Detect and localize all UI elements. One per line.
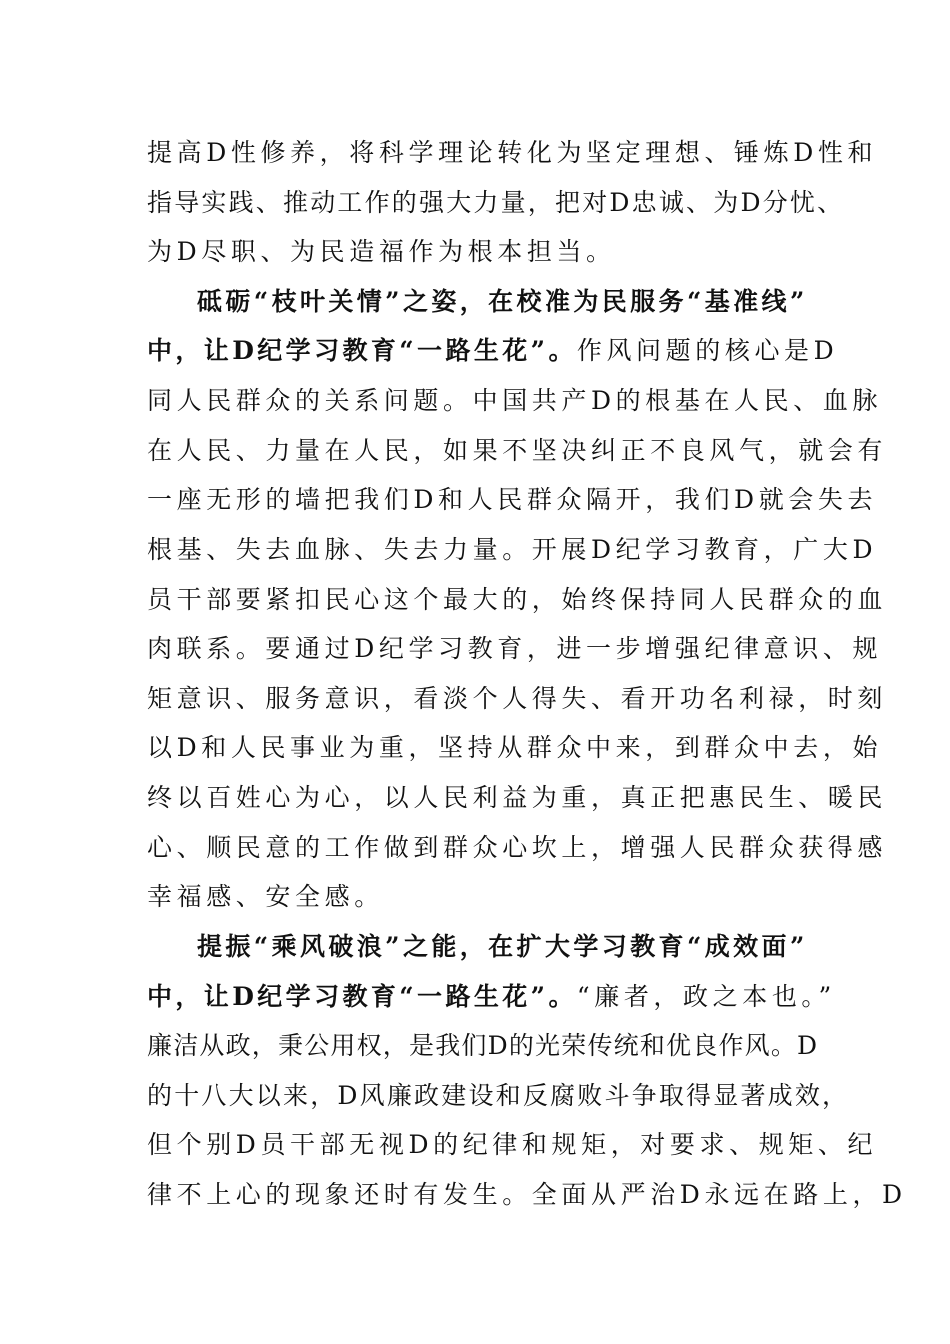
body-line-text: 一座无形的墙把我们D和人民群众隔开，我们D就会失去 (147, 485, 878, 514)
section-heading-continuation: 中，让D纪学习教育“一路生花”。 (147, 982, 577, 1011)
body-line-text: 同人民群众的关系问题。中国共产D的根基在人民、血脉 (147, 386, 883, 415)
section-heading-text: 砥砺“枝叶关情”之姿，在校准为民服务“基准线” (197, 287, 808, 316)
body-line-text: 矩意识、服务意识，看淡个人得失、看开功名利禄，时刻 (147, 684, 888, 713)
body-line-13 (147, 731, 883, 765)
body-line-text: 员干部要紧扣民心这个最大的，始终保持同人民群众的血 (147, 585, 888, 614)
body-line-15 (147, 831, 888, 865)
body-line-text: 指导实践、推动工作的强大力量，把对D忠诚、为D分忧、 (147, 188, 845, 217)
body-line-10 (147, 583, 888, 617)
body-line-text: “廉者，政之本也。” (576, 982, 836, 1011)
body-line-text: 以D和人民事业为重，坚持从群众中来，到群众中去，始 (147, 733, 883, 762)
body-line-3 (147, 235, 827, 269)
body-line-12 (147, 682, 888, 716)
body-line-5 (147, 334, 839, 368)
body-line-text: 的十八大以来，D风廉政建设和反腐败斗争取得显著成效， (147, 1081, 850, 1110)
body-line-text: 律不上心的现象还时有发生。全面从严治D永远在路上，D (147, 1180, 907, 1209)
body-line-22 (147, 1178, 907, 1212)
body-line-2 (147, 186, 845, 220)
section-heading-continuation: 中，让D纪学习教育“一路生花”。 (147, 336, 577, 365)
body-line-text: 作风问题的核心是D (576, 336, 839, 365)
body-line-14 (147, 781, 888, 815)
section-heading-1 (197, 285, 877, 319)
body-line-20 (147, 1079, 850, 1113)
body-line-16 (147, 880, 827, 914)
body-line-19 (147, 1029, 827, 1063)
body-line-9 (147, 533, 878, 567)
section-heading-text: 提振“乘风破浪”之能，在扩大学习教育“成效面” (197, 932, 808, 961)
body-line-text: 终以百姓心为心，以人民利益为重，真正把惠民生、暖民 (147, 783, 888, 812)
body-line-text: 心、顺民意的工作做到群众心坎上，增强人民群众获得感 (147, 833, 888, 862)
body-line-text: 廉洁从政，秉公用权，是我们D的光荣传统和优良作风。D (147, 1031, 819, 1060)
body-line-18 (147, 980, 836, 1014)
body-line-8 (147, 483, 878, 517)
body-line-7 (147, 434, 888, 468)
body-line-text: 根基、失去血脉、失去力量。开展D纪学习教育，广大D (147, 535, 878, 564)
body-line-11 (147, 632, 883, 666)
body-line-text: 在人民、力量在人民，如果不坚决纠正不良风气，就会有 (147, 436, 888, 465)
body-line-1 (147, 136, 878, 170)
section-heading-2 (197, 930, 877, 964)
body-line-text: 但个别D员干部无视D的纪律和规矩，对要求、规矩、纪 (147, 1130, 878, 1159)
body-line-text: 为D尽职、为民造福作为根本担当。 (147, 237, 616, 266)
body-line-text: 幸福感、安全感。 (147, 882, 384, 911)
body-line-text: 肉联系。要通过D纪学习教育，进一步增强纪律意识、规 (147, 634, 883, 663)
body-line-6 (147, 384, 883, 418)
body-line-21 (147, 1128, 878, 1162)
body-line-text: 提高D性修养，将科学理论转化为坚定理想、锤炼D性和 (147, 138, 878, 167)
